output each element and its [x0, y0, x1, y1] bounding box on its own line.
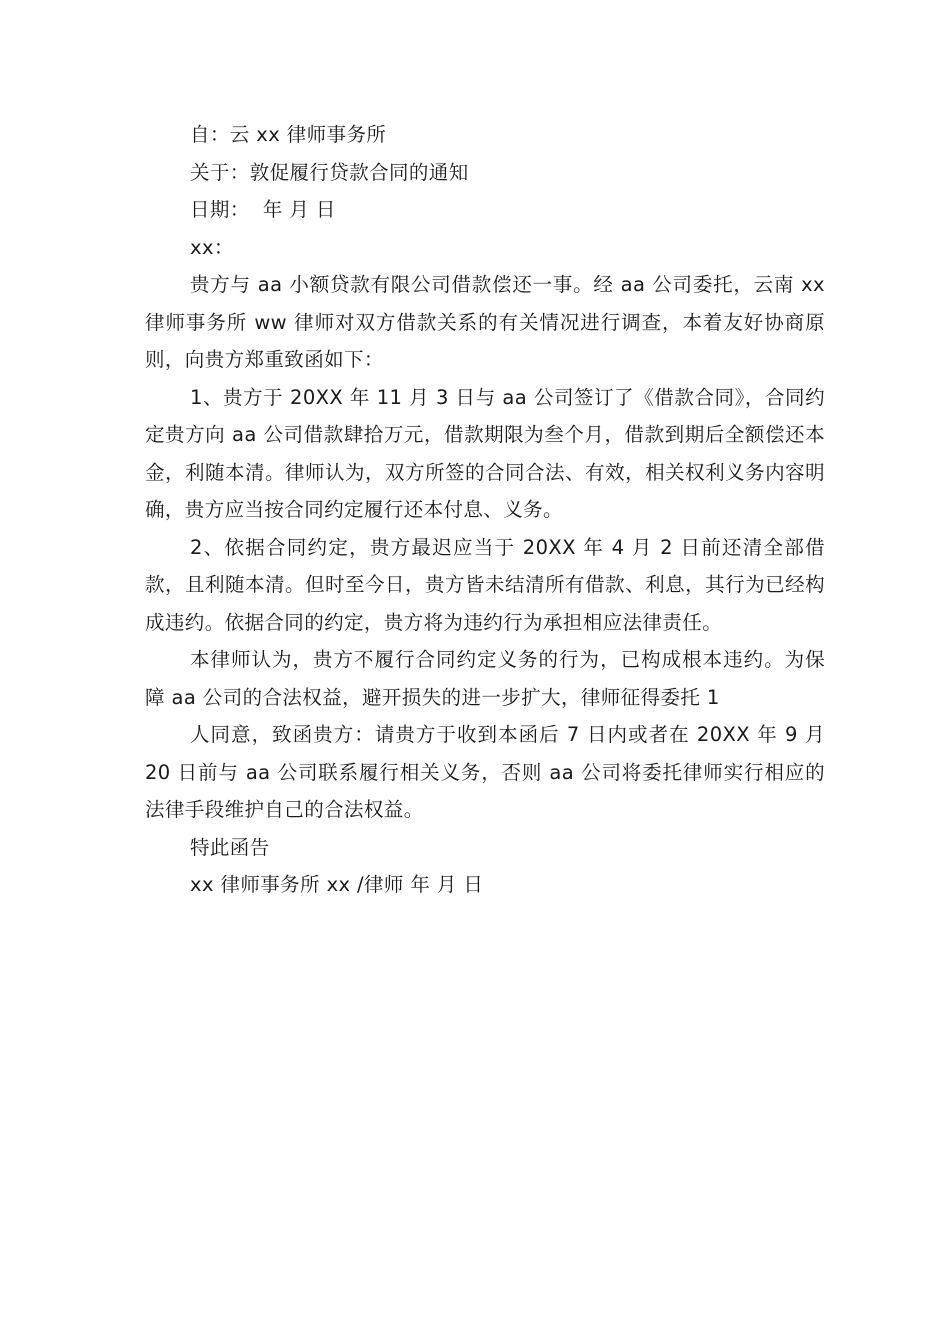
- letter-from: 自：云 xx 律师事务所: [190, 123, 387, 146]
- letter-addressee: xx：: [190, 235, 234, 259]
- point-2-paragraph: 2、依据合同约定，贵方最迟应当于 20XX 年 4 月 2 日前还清全部借款，且利随本清。但时至今日，贵方皆未结清所有借款、利息，其行为已经构成违约。依据合同的约定，贵方将为违约行为承担相应法律责任。: [145, 535, 825, 634]
- demand-paragraph: 人同意，致函贵方：请贵方于收到本函后 7 日内或者在 20XX 年 9 月 20 日前与 aa 公司联系履行相关义务，否则 aa 公司将委托律师实行相应的法律手段维护自己的合法权益。: [145, 723, 825, 821]
- signature-line: xx 律师事务所 xx /律师 年 月 日: [190, 873, 484, 896]
- letter-date: 日期： 年 月 日: [190, 198, 336, 221]
- point-1-paragraph: 1、贵方于 20XX 年 11 月 3 日与 aa 公司签订了《借款合同》，合同约定贵方向 aa 公司借款肆拾万元，借款期限为叁个月，借款到期后全额偿还本金，利随本清。律师认为，双方所签的合同合法、有效，相关权利义务内容明确，贵方应当按合同约定履行还本付息、义务。: [145, 385, 825, 521]
- closing-notice: 特此函告: [190, 835, 270, 859]
- opinion-paragraph: 本律师认为，贵方不履行合同约定义务的行为，已构成根本违约。为保障 aa 公司的合法权益，避开损失的进一步扩大，律师征得委托 1: [145, 648, 825, 709]
- letter-body: [145, 116, 825, 904]
- letter-subject: 关于：敦促履行贷款合同的通知: [190, 160, 469, 184]
- intro-paragraph: 贵方与 aa 小额贷款有限公司借款偿还一事。经 aa 公司委托，云南 xx 律师事务所 ww 律师对双方借款关系的有关情况进行调查，本着友好协商原则，向贵方郑重致函如下：: [145, 273, 825, 371]
